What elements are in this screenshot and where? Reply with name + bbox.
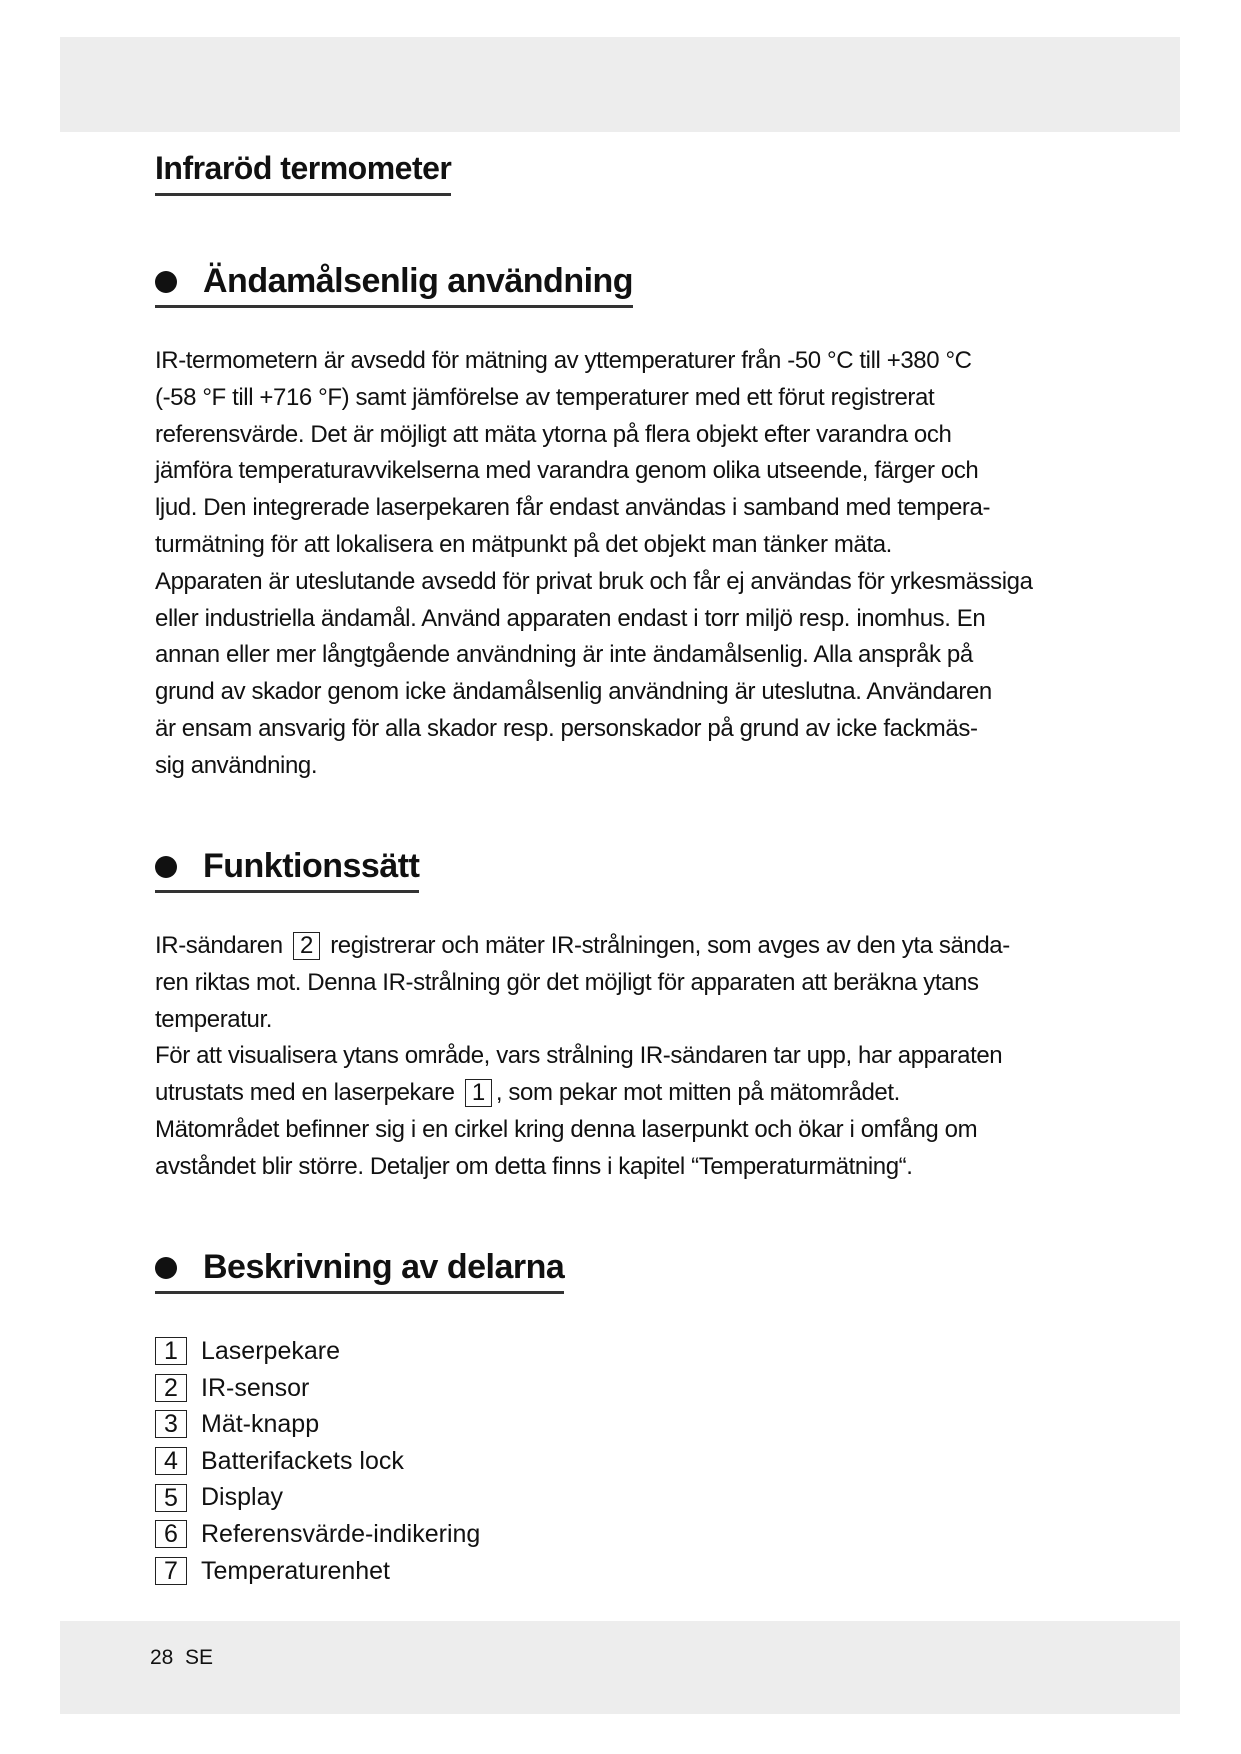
list-item <box>155 1333 480 1370</box>
text-line: ren riktas mot. Denna IR-strålning gör det möjligt för apparaten att beräkna ytans <box>155 968 979 996</box>
text-line: IR-sändaren 2 registrerar och mäter IR-strålningen, som avges av den yta sända- <box>155 932 1010 959</box>
list-item <box>155 1516 480 1553</box>
text-line: För att visualisera ytans område, vars strålning IR-sändaren tar upp, har apparaten <box>155 1042 1003 1070</box>
list-item <box>155 1553 480 1590</box>
function-text <box>155 928 1010 1186</box>
page-footer <box>150 1646 213 1670</box>
part-number: 6 <box>155 1520 187 1548</box>
text-line: grund av skador genom icke ändamålsenlig användning är uteslutna. Användaren <box>155 678 992 706</box>
text-line: sig användning. <box>155 751 318 779</box>
text-line: temperatur. <box>155 1005 272 1033</box>
text-line: (-58 °F till +716 °F) samt jämförelse av temperaturer med ett förut registrerat <box>155 383 935 411</box>
parts-list <box>155 1333 480 1589</box>
heading-text: Funktionssätt <box>203 847 420 885</box>
list-item <box>155 1443 480 1480</box>
footer-band <box>60 1621 1180 1714</box>
text-line: jämföra temperaturavvikelserna med varandra genom olika utseende, färger och <box>155 457 979 485</box>
text-line: är ensam ansvarig för alla skador resp. personskador på grund av icke fackmäs- <box>155 714 978 742</box>
part-label: Batterifackets lock <box>201 1446 404 1475</box>
page-title: Infraröd termometer <box>155 150 451 196</box>
part-number: 1 <box>155 1337 187 1365</box>
heading-text: Beskrivning av delarna <box>203 1248 565 1286</box>
part-number: 2 <box>155 1374 187 1402</box>
text-line: avståndet blir större. Detaljer om detta finns i kapitel “Temperaturmätning“. <box>155 1152 913 1180</box>
text-line: eller industriella ändamål. Använd apparaten endast i torr miljö resp. inomhus. En <box>155 604 986 632</box>
text-line: annan eller mer långtgående användning är inte ändamålsenlig. Alla anspråk på <box>155 641 973 669</box>
text-line: utrustats med en laserpekare 1 , som pekar mot mitten på mätområdet. <box>155 1079 900 1107</box>
intended-use-text <box>155 343 1033 785</box>
page-number: 28 <box>150 1646 174 1669</box>
text-line: IR-termometern är avsedd för mätning av yttemperaturer från -50 °C till +380 °C <box>155 347 972 374</box>
section-heading-intended-use <box>155 262 633 308</box>
list-item <box>155 1370 480 1407</box>
header-band <box>60 37 1180 132</box>
part-label: Mät-knapp <box>201 1410 320 1439</box>
part-ref: 2 <box>293 932 320 960</box>
text-line: Apparaten är uteslutande avsedd för privat bruk och får ej användas för yrkesmässiga <box>155 567 1033 595</box>
part-number: 3 <box>155 1410 187 1438</box>
text-line: ljud. Den integrerade laserpekaren får endast användas i samband med tempera- <box>155 494 991 522</box>
part-label: Referensvärde-indikering <box>201 1519 481 1548</box>
section-heading-parts <box>155 1248 564 1294</box>
bullet-icon <box>155 271 177 293</box>
text-line: referensvärde. Det är möjligt att mäta ytorna på flera objekt efter varandra och <box>155 420 952 448</box>
part-number: 7 <box>155 1557 187 1585</box>
text-line: Mätområdet befinner sig i en cirkel kring denna laserpunkt och ökar i omfång om <box>155 1115 978 1143</box>
language-code: SE <box>185 1646 214 1669</box>
list-item <box>155 1479 480 1516</box>
heading-text: Ändamålsenlig användning <box>203 262 634 300</box>
bullet-icon <box>155 856 177 878</box>
part-label: Laserpekare <box>201 1337 340 1365</box>
part-ref: 1 <box>465 1079 492 1107</box>
part-number: 4 <box>155 1447 187 1475</box>
section-heading-function <box>155 847 419 893</box>
part-label: Temperaturenhet <box>201 1556 391 1585</box>
part-label: IR-sensor <box>201 1373 310 1402</box>
list-item <box>155 1406 480 1443</box>
text-line: turmätning för att lokalisera en mätpunkt på det objekt man tänker mäta. <box>155 530 892 558</box>
part-label: Display <box>201 1483 283 1512</box>
bullet-icon <box>155 1257 177 1279</box>
part-number: 5 <box>155 1484 187 1512</box>
